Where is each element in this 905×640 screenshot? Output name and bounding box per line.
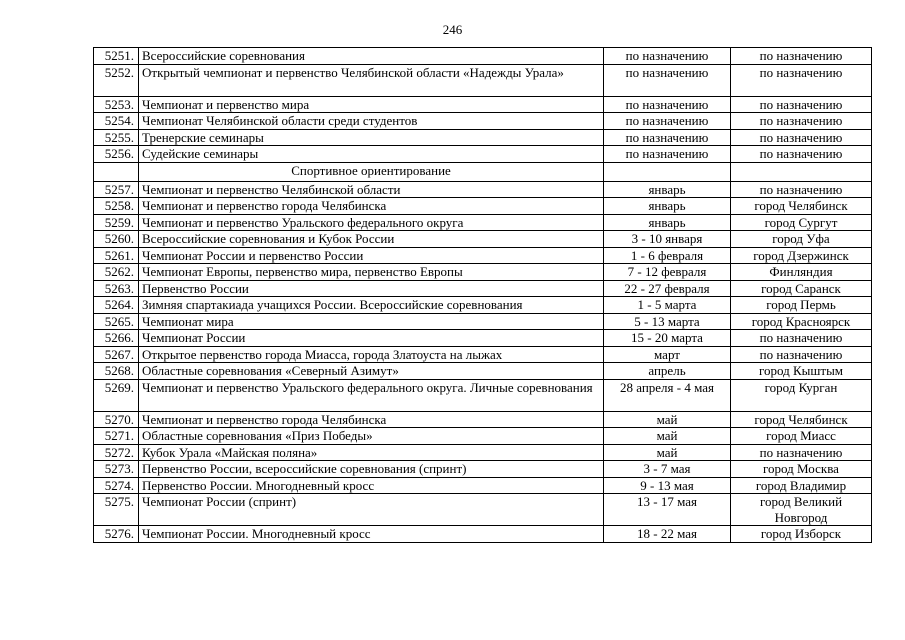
- event-date-empty: [604, 162, 731, 181]
- event-date: 28 апреля - 4 мая: [604, 379, 731, 411]
- event-name: Чемпионат и первенство Челябинской области: [139, 181, 604, 198]
- event-name: Чемпионат России: [139, 330, 604, 347]
- table-row: [94, 477, 872, 494]
- page-number: 246: [442, 22, 463, 37]
- row-number: 5264.: [94, 297, 139, 314]
- table-row: [94, 247, 872, 264]
- event-date: 1 - 6 февраля: [604, 247, 731, 264]
- event-place: город Красноярск: [731, 313, 872, 330]
- event-date: 22 - 27 февраля: [604, 280, 731, 297]
- event-name: Первенство России. Многодневный кросс: [139, 477, 604, 494]
- table-row: [94, 64, 872, 96]
- event-name: Всероссийские соревнования и Кубок России: [139, 231, 604, 248]
- event-place: город Дзержинск: [731, 247, 872, 264]
- row-number: 5257.: [94, 181, 139, 198]
- table-row: [94, 461, 872, 478]
- table-row: [94, 363, 872, 380]
- row-number: 5265.: [94, 313, 139, 330]
- event-name: Чемпионат и первенство Уральского федерального округа: [139, 214, 604, 231]
- event-place: по назначению: [731, 181, 872, 198]
- table-row: [94, 214, 872, 231]
- event-date: май: [604, 411, 731, 428]
- event-place: город Пермь: [731, 297, 872, 314]
- table-row: [94, 444, 872, 461]
- row-number-empty: [94, 162, 139, 181]
- event-place: город Уфа: [731, 231, 872, 248]
- event-name: Открытый чемпионат и первенство Челябинской области «Надежды Урала»: [139, 64, 604, 96]
- table-row: [94, 198, 872, 215]
- event-place: город Москва: [731, 461, 872, 478]
- row-number: 5276.: [94, 526, 139, 543]
- row-number: 5262.: [94, 264, 139, 281]
- row-number: 5252.: [94, 64, 139, 96]
- event-date: январь: [604, 214, 731, 231]
- table-row: [94, 297, 872, 314]
- row-number: 5266.: [94, 330, 139, 347]
- table-row: [94, 181, 872, 198]
- row-number: 5274.: [94, 477, 139, 494]
- event-name: Открытое первенство города Миасса, города Златоуста на лыжах: [139, 346, 604, 363]
- event-date: по назначению: [604, 129, 731, 146]
- event-name: Первенство России: [139, 280, 604, 297]
- event-date: 15 - 20 марта: [604, 330, 731, 347]
- event-place-empty: [731, 162, 872, 181]
- table-row: [94, 379, 872, 411]
- event-date: по назначению: [604, 64, 731, 96]
- event-name: Первенство России, всероссийские соревнования (спринт): [139, 461, 604, 478]
- event-place: по назначению: [731, 64, 872, 96]
- table-row: [94, 330, 872, 347]
- row-number: 5269.: [94, 379, 139, 411]
- table-row: [94, 411, 872, 428]
- event-name: Тренерские семинары: [139, 129, 604, 146]
- event-date: по назначению: [604, 113, 731, 130]
- row-number: 5268.: [94, 363, 139, 380]
- row-number: 5275.: [94, 494, 139, 526]
- event-name: Зимняя спартакиада учащихся России. Всероссийские соревнования: [139, 297, 604, 314]
- section-row: [94, 162, 872, 181]
- row-number: 5260.: [94, 231, 139, 248]
- event-place: по назначению: [731, 444, 872, 461]
- event-date: май: [604, 428, 731, 445]
- event-place: город Челябинск: [731, 411, 872, 428]
- table-row: [94, 264, 872, 281]
- event-place: по назначению: [731, 330, 872, 347]
- event-place: город Кыштым: [731, 363, 872, 380]
- event-place: Финляндия: [731, 264, 872, 281]
- event-date: по назначению: [604, 96, 731, 113]
- table-row: [94, 146, 872, 163]
- event-date: 13 - 17 мая: [604, 494, 731, 526]
- event-place: город Курган: [731, 379, 872, 411]
- event-date: март: [604, 346, 731, 363]
- event-name: Чемпионат России. Многодневный кросс: [139, 526, 604, 543]
- events-table-body: [94, 48, 872, 543]
- table-row: [94, 96, 872, 113]
- event-place: город Саранск: [731, 280, 872, 297]
- event-place: город Великий Новгород: [731, 494, 872, 526]
- table-row: [94, 346, 872, 363]
- row-number: 5254.: [94, 113, 139, 130]
- event-place: город Владимир: [731, 477, 872, 494]
- event-name: Чемпионат России (спринт): [139, 494, 604, 526]
- event-date: январь: [604, 198, 731, 215]
- event-place: город Изборск: [731, 526, 872, 543]
- row-number: 5273.: [94, 461, 139, 478]
- row-number: 5272.: [94, 444, 139, 461]
- event-name: Чемпионат и первенство мира: [139, 96, 604, 113]
- event-date: по назначению: [604, 146, 731, 163]
- event-name: Чемпионат мира: [139, 313, 604, 330]
- event-date: январь: [604, 181, 731, 198]
- event-place: город Челябинск: [731, 198, 872, 215]
- table-row: [94, 494, 872, 526]
- table-row: [94, 313, 872, 330]
- row-number: 5259.: [94, 214, 139, 231]
- event-date: по назначению: [604, 48, 731, 65]
- row-number: 5270.: [94, 411, 139, 428]
- event-date: 18 - 22 мая: [604, 526, 731, 543]
- event-date: 5 - 13 марта: [604, 313, 731, 330]
- row-number: 5258.: [94, 198, 139, 215]
- event-name: Областные соревнования «Северный Азимут»: [139, 363, 604, 380]
- event-name: Судейские семинары: [139, 146, 604, 163]
- row-number: 5271.: [94, 428, 139, 445]
- row-number: 5267.: [94, 346, 139, 363]
- event-date: апрель: [604, 363, 731, 380]
- event-name: Кубок Урала «Майская поляна»: [139, 444, 604, 461]
- table-row: [94, 113, 872, 130]
- event-place: по назначению: [731, 113, 872, 130]
- event-name: Чемпионат Челябинской области среди студентов: [139, 113, 604, 130]
- event-name: Чемпионат и первенство города Челябинска: [139, 198, 604, 215]
- row-number: 5263.: [94, 280, 139, 297]
- events-table: [93, 47, 872, 543]
- event-name: Чемпионат Европы, первенство мира, первенство Европы: [139, 264, 604, 281]
- event-name: Всероссийские соревнования: [139, 48, 604, 65]
- event-place: по назначению: [731, 129, 872, 146]
- section-title: Спортивное ориентирование: [139, 162, 604, 181]
- event-date: 3 - 7 мая: [604, 461, 731, 478]
- table-row: [94, 129, 872, 146]
- event-name: Чемпионат России и первенство России: [139, 247, 604, 264]
- row-number: 5256.: [94, 146, 139, 163]
- event-place: город Миасс: [731, 428, 872, 445]
- event-place: по назначению: [731, 346, 872, 363]
- row-number: 5261.: [94, 247, 139, 264]
- event-date: 1 - 5 марта: [604, 297, 731, 314]
- table-row: [94, 231, 872, 248]
- event-name: Чемпионат и первенство города Челябинска: [139, 411, 604, 428]
- row-number: 5253.: [94, 96, 139, 113]
- table-row: [94, 280, 872, 297]
- table-row: [94, 48, 872, 65]
- event-name: Областные соревнования «Приз Победы»: [139, 428, 604, 445]
- event-date: 3 - 10 января: [604, 231, 731, 248]
- event-date: 7 - 12 февраля: [604, 264, 731, 281]
- event-date: 9 - 13 мая: [604, 477, 731, 494]
- row-number: 5251.: [94, 48, 139, 65]
- event-place: по назначению: [731, 96, 872, 113]
- event-place: город Сургут: [731, 214, 872, 231]
- row-number: 5255.: [94, 129, 139, 146]
- table-row: [94, 428, 872, 445]
- table-row: [94, 526, 872, 543]
- event-place: по назначению: [731, 146, 872, 163]
- event-date: май: [604, 444, 731, 461]
- event-place: по назначению: [731, 48, 872, 65]
- event-name: Чемпионат и первенство Уральского федерального округа. Личные соревнования: [139, 379, 604, 411]
